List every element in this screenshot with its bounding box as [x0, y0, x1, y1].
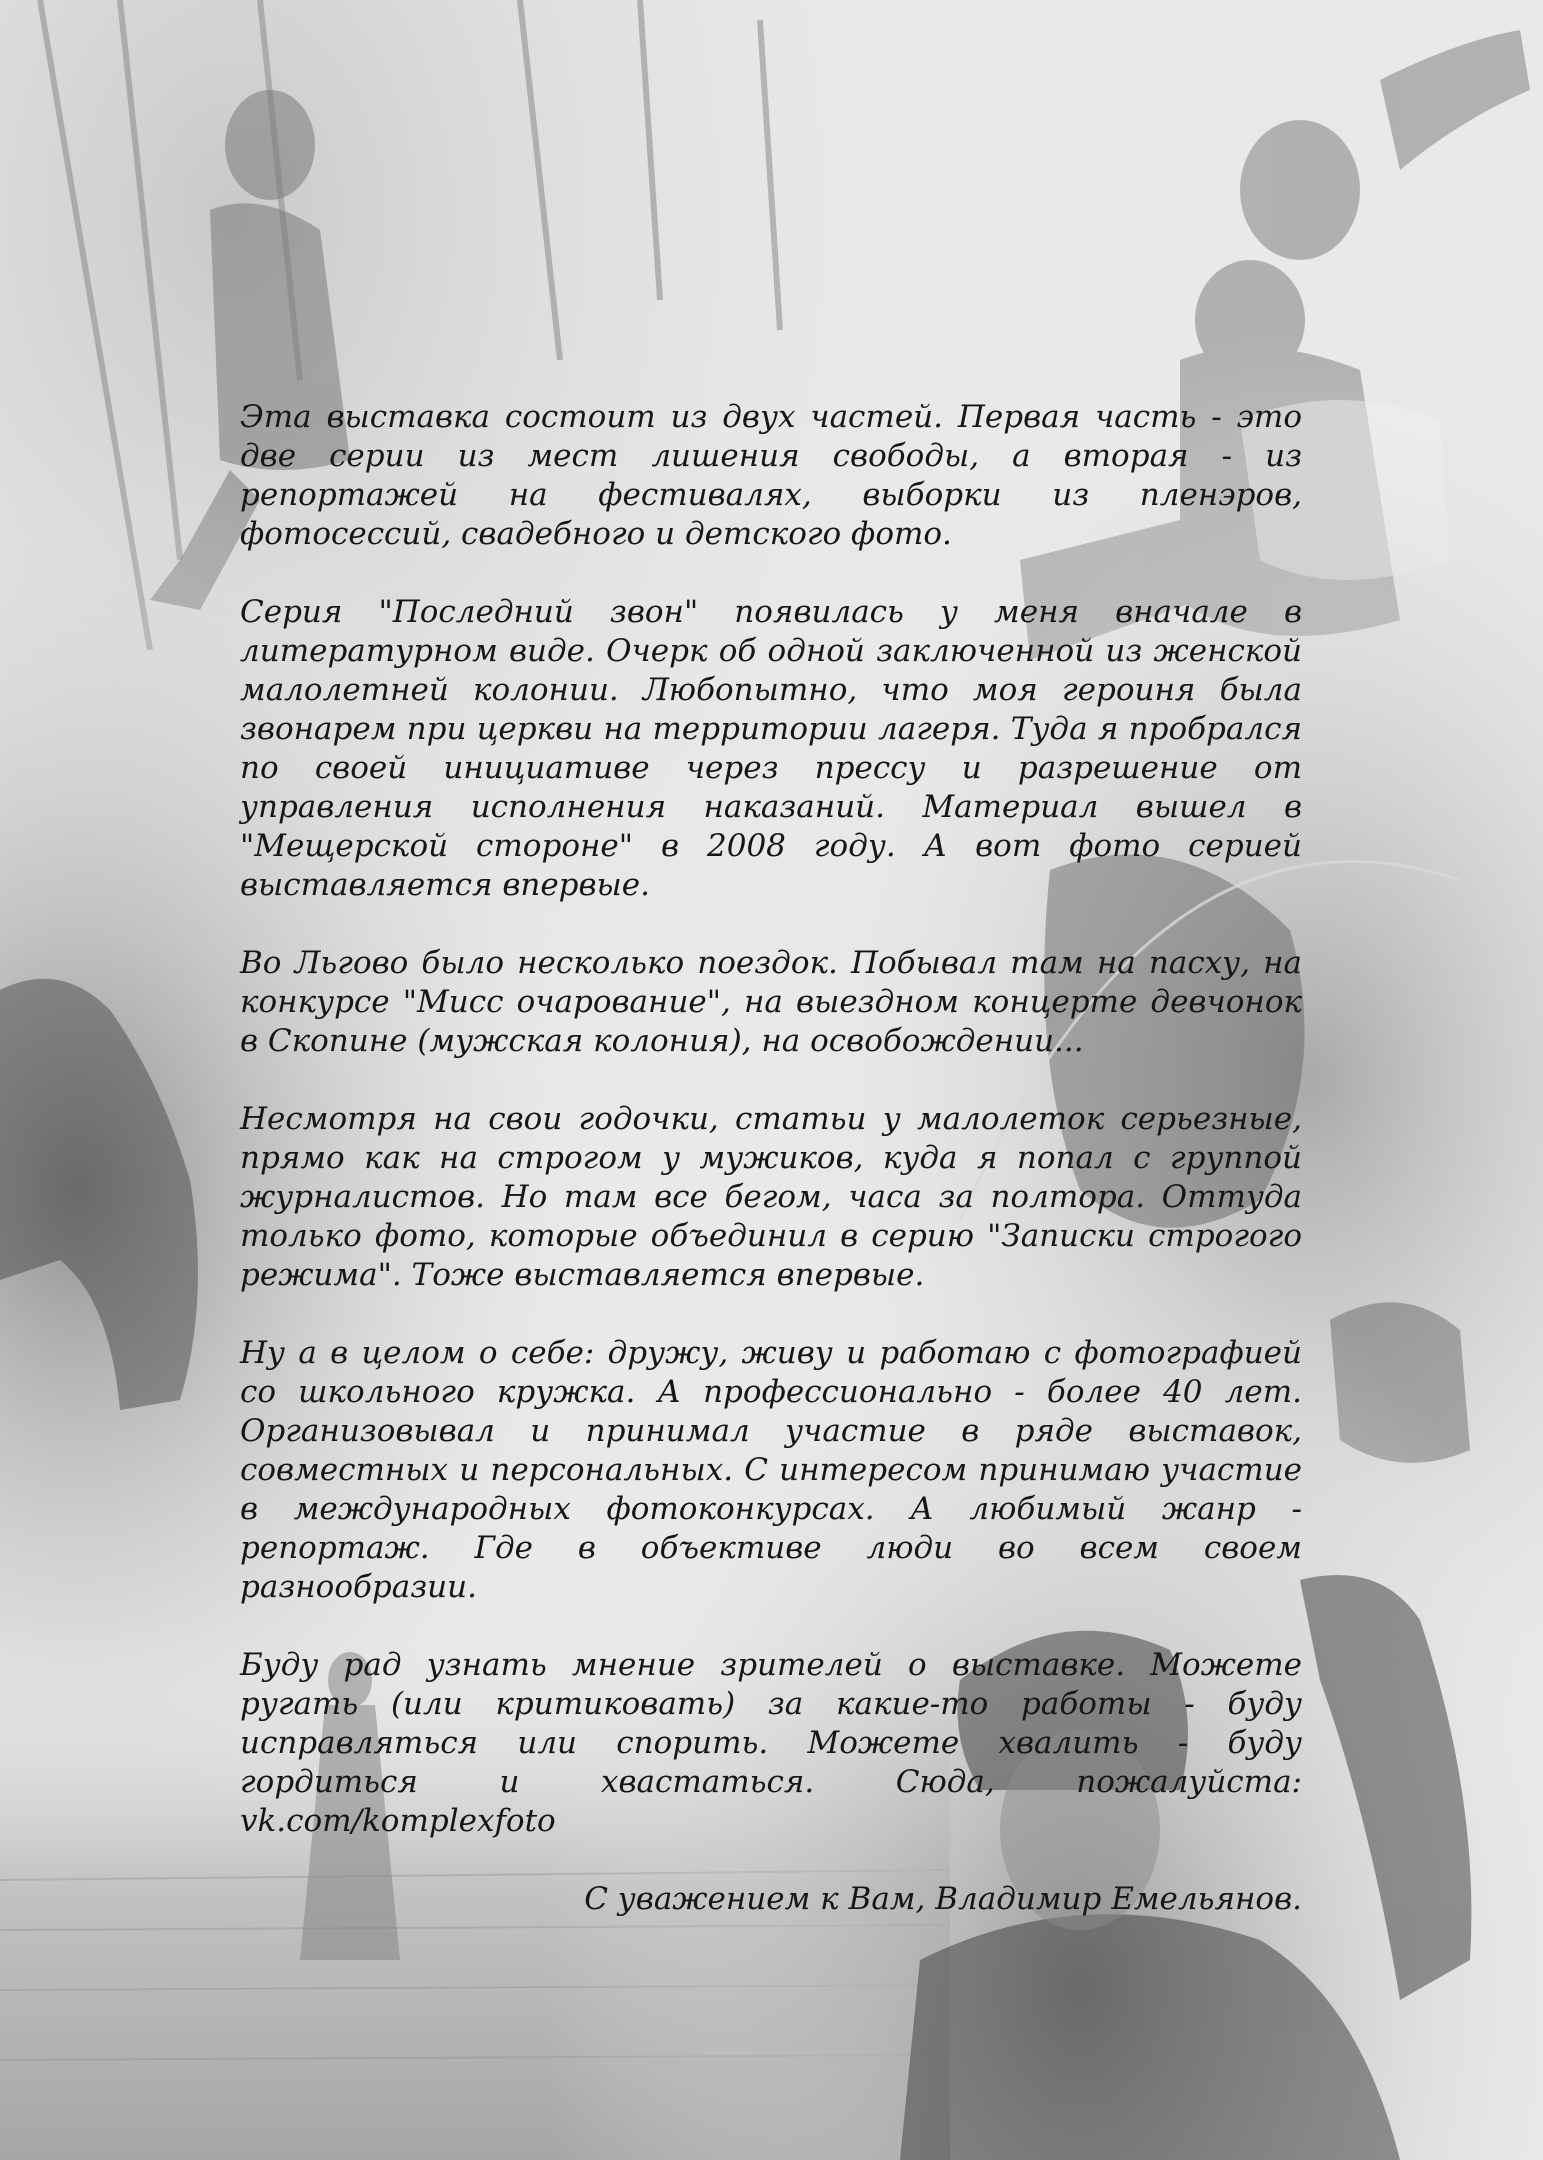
paragraph-intro: Эта выставка состоит из двух частей. Первая часть - это две серии из мест лишения свободы, а вторая - из репортажей на фестивалях, выборки из пленэров, фотосессий, свадебного и детского фото. — [240, 399, 1302, 552]
paragraph-about-author: Ну а в целом о себе: дружу, живу и работаю с фотографией со школьного кружка. А профессионально - более 40 лет. Организовывал и принимал участие в ряде выставок, совместных и персональных. С интересом принимаю участие в международных фотоконкурсах. А любимый жанр - репортаж. Где в объективе люди во всем своем разнообразии. — [240, 1335, 1302, 1605]
paragraph-feedback: Буду рад узнать мнение зрителей о выставке. Можете ругать (или критиковать) за какие-то работы - буду исправляться или спорить. Можете хвалить - буду гордиться и хвастаться. Сюда, пожалуйста: vk.com/komplexfoto — [240, 1647, 1302, 1839]
paragraph-last-bell-series: Серия "Последний звон" появилась у меня вначале в литературном виде. Очерк об одной заключенной из женской малолетней колонии. Любопытно, что моя героиня была звонарем при церкви на территории лагеря. Туда я пробрался по своей инициативе через прессу и разрешение от управления исполнения наказаний. Материал вышел в "Мещерской стороне" в 2008 году. А вот фото серией выставляется впервые. — [240, 594, 1302, 903]
paragraph-strict-regime-series: Несмотря на свои годочки, статьи у малолеток серьезные, прямо как на строгом у мужиков, куда я попал с группой журналистов. Но там все бегом, часа за полтора. Оттуда только фото, которые объединил в серию "Записки строгого режима". Тоже выставляется впервые. — [240, 1101, 1302, 1293]
paragraph-lgovo-trips: Во Льгово было несколько поездок. Побывал там на пасху, на конкурсе "Мисс очарование", на выездном концерте девчонок в Скопине (мужская колония), на освобождении... — [240, 945, 1302, 1059]
signature: С уважением к Вам, Владимир Емельянов. — [584, 1881, 1302, 1917]
exhibition-letter — [240, 398, 1302, 1958]
